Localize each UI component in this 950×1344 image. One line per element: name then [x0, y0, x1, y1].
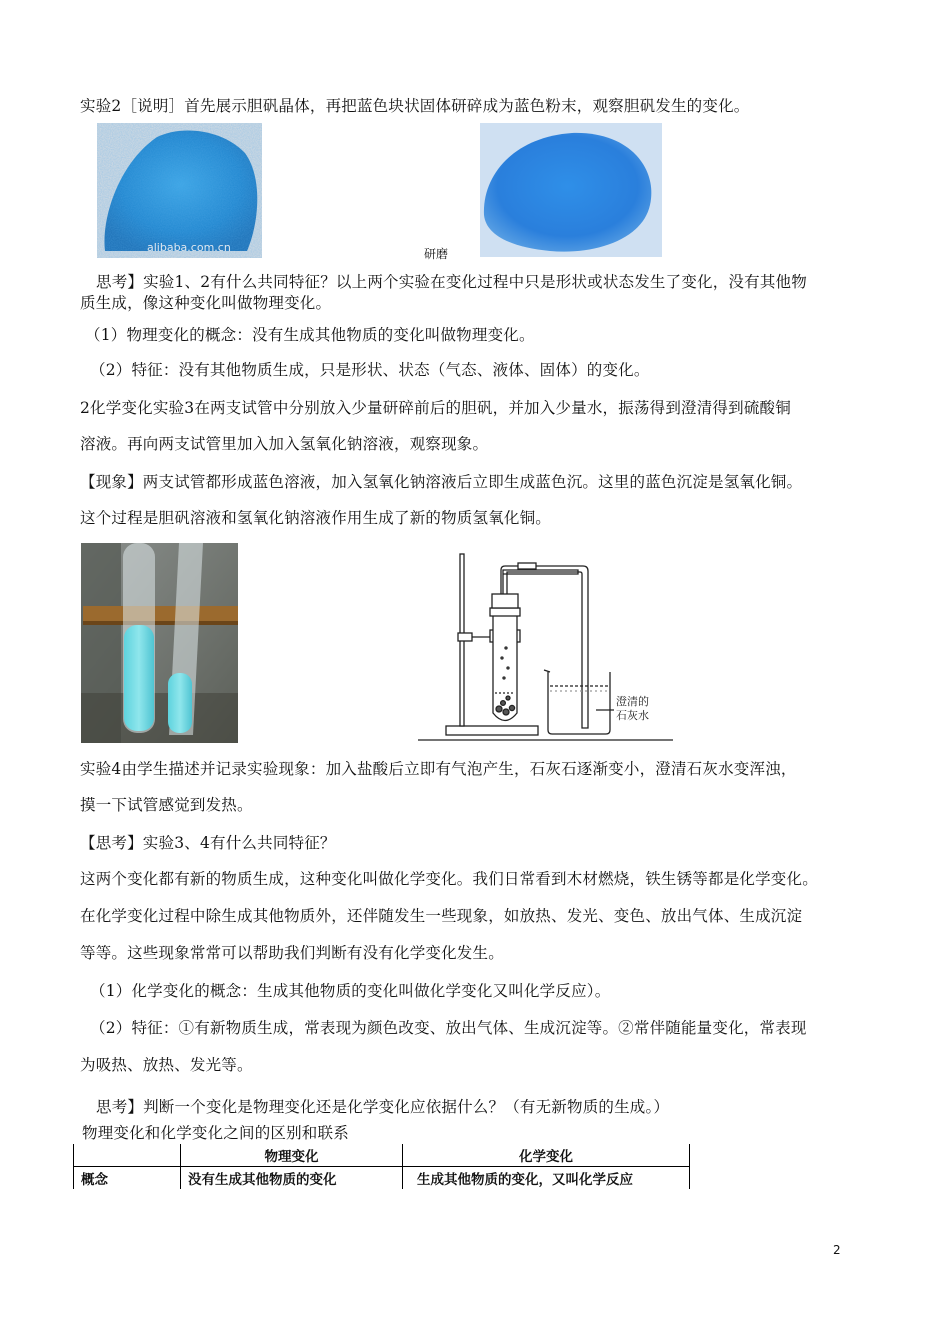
- table-row: [74, 1167, 690, 1190]
- page-number: 2: [833, 1243, 841, 1257]
- think1-line2: 质生成，像这种变化叫做物理变化。: [80, 294, 332, 312]
- table-header-cell: 物理变化: [181, 1144, 403, 1167]
- exp4-line2: 摸一下试管感觉到发热。: [80, 796, 253, 814]
- apparatus-label-line1: 澄清的: [616, 695, 649, 708]
- chem-feature-line1: （2）特征：①有新物质生成，常表现为颜色改变、放出气体、生成沉淀等。②常伴随能量变化，常表现: [90, 1019, 807, 1037]
- chem-feature-line2: 为吸热、放热、发光等。: [80, 1056, 253, 1074]
- grind-caption: 研磨: [424, 247, 449, 261]
- think3-text: 思考】判断一个变化是物理变化还是化学变化应依据什么？（有无新物质的生成。）: [96, 1098, 670, 1116]
- physical-change-feature: （2）特征：没有其他物质生成，只是形状、状态（气态、液体、固体）的变化。: [90, 361, 650, 379]
- chem-change-concept: （1）化学变化的概念：生成其他物质的变化叫做化学变化又叫化学反应）。: [90, 982, 611, 1000]
- exp4-line1: 实验4由学生描述并记录实验现象：加入盐酸后立即有气泡产生，石灰石逐渐变小，澄清石灰水变浑浊，: [80, 760, 797, 778]
- table-header-cell: 化学变化: [403, 1144, 690, 1167]
- apparatus-label-line2: 石灰水: [616, 709, 649, 722]
- blue-powder-photo: [480, 123, 662, 257]
- chem-exp3-line1: 2化学变化实验3在两支试管中分别放入少量研碎前后的胆矾，并加入少量水，振荡得到澄清得到硫酸铜: [80, 399, 791, 417]
- phenomenon-line1: 【现象】两支试管都形成蓝色溶液，加入氢氧化钠溶液后立即生成蓝色沉。这里的蓝色沉淀是氢氧化铜。: [80, 473, 803, 491]
- table-cell: 没有生成其他物质的变化: [181, 1167, 403, 1190]
- chem-desc-line3: 等等。这些现象常常可以帮助我们判断有没有化学变化发生。: [80, 944, 504, 962]
- table-title: 物理变化和化学变化之间的区别和联系: [82, 1124, 349, 1142]
- watermark-text: alibaba.com.cn: [147, 241, 231, 254]
- phenomenon-line2: 这个过程是胆矾溶液和氢氧化钠溶液作用生成了新的物质氢氧化铜。: [80, 509, 552, 527]
- test-tubes-photo: [81, 543, 238, 743]
- exp2-text: 实验2［说明］首先展示胆矾晶体，再把蓝色块状固体研碎成为蓝色粉末，观察胆矾发生的变化。: [80, 97, 750, 115]
- physical-change-concept: （1）物理变化的概念：没有生成其他物质的变化叫做物理变化。: [85, 326, 535, 344]
- chem-desc-line1: 这两个变化都有新的物质生成，这种变化叫做化学变化。我们日常看到木材燃烧，铁生锈等都是化学变化。: [80, 870, 818, 888]
- gas-apparatus-diagram: [418, 548, 688, 743]
- chem-exp3-line2: 溶液。再向两支试管里加入加入氢氧化钠溶液，观察现象。: [80, 435, 489, 453]
- think1-line1: 思考】实验1、2有什么共同特征？以上两个实验在变化过程中只是形状或状态发生了变化，没有其他物: [96, 273, 807, 291]
- think2-text: 【思考】实验3、4有什么共同特征？: [80, 834, 336, 852]
- chem-desc-line2: 在化学变化过程中除生成其他物质外，还伴随发生一些现象，如放热、发光、变色、放出气体、生成沉淀: [80, 907, 803, 925]
- blue-crystal-photo: [97, 123, 262, 258]
- table-cell: 概念: [74, 1167, 181, 1190]
- table-header-cell: [74, 1144, 181, 1167]
- table-cell: 生成其他物质的变化，又叫化学反应: [403, 1167, 690, 1190]
- comparison-table: [73, 1144, 690, 1189]
- table-header-row: [74, 1144, 690, 1167]
